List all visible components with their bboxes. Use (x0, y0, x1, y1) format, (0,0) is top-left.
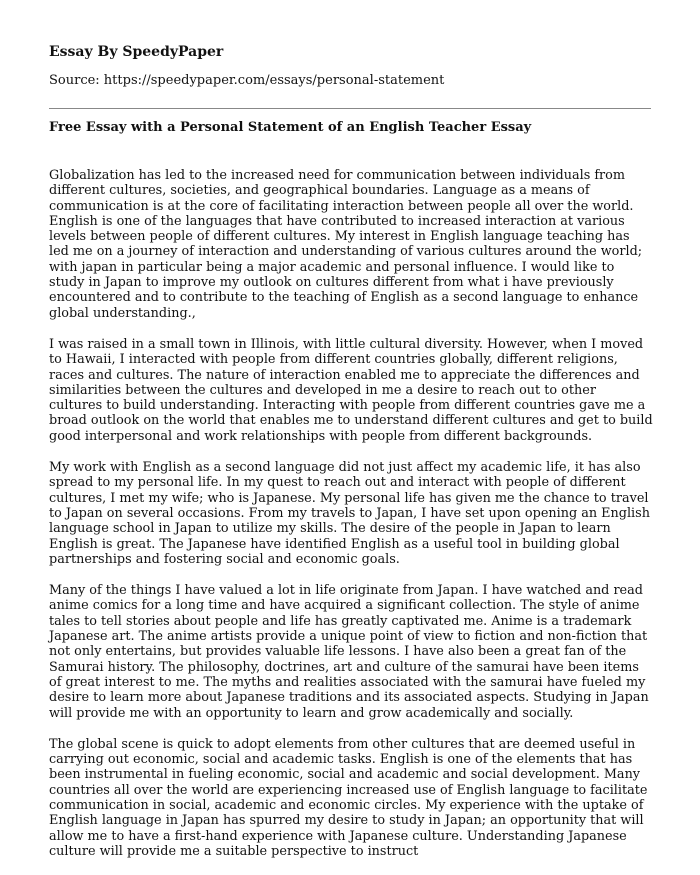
divider (49, 108, 651, 109)
paragraph: Many of the things I have valued a lot in life originate from Japan. I have watched and read anime comics for a long time and have acquired a significant collection. The style of anime tales to tell stories about people and life has greatly captivated me. Anime is a trademark Japanese art. The anime artists provide a unique point of view to fiction and non-fiction that not only entertains, but provides valuable life lessons. I have also been a great fan of the Samurai history. The philosophy, doctrines, art and culture of the samurai have been items of great interest to me. The myths and realities associated with the samurai have fueled my desire to learn more about Japanese traditions and its associated aspects. Studying in Japan will provide me with an opportunity to learn and grow academically and socially. (49, 583, 649, 721)
paragraph: My work with English as a second language did not just affect my academic life, it has also spread to my personal life. In my quest to reach out and interact with people of different cultures, I met my wife; who is Japanese. My personal life has given me the chance to travel to Japan on several occasions. From my travels to Japan, I have set upon opening an English language school in Japan to utilize my skills. The desire of the people in Japan to learn English is great. The Japanese have identified English as a useful tool in building global partnerships and fostering social and economic goals. (49, 460, 650, 567)
essay-title: Free Essay with a Personal Statement of an English Teacher Essay (49, 120, 532, 135)
source-line: Source: https://speedypaper.com/essays/personal-statement (49, 73, 445, 88)
site-title: Essay By SpeedyPaper (49, 44, 224, 60)
paragraph: Globalization has led to the increased need for communication between individuals from different cultures, societies, and geographical boundaries. Language as a means of communication is at the core of facilitating interaction between people all over the world. English is one of the languages that have contributed to increased interaction at various levels between people of different cultures. My interest in English language teaching has led me on a journey of interaction and understanding of various cultures around the world; with japan in particular being a major academic and personal influence. I would like to study in Japan to improve my outlook on cultures different from what i have previously encountered and to contribute to the teaching of English as a second language to enhance global understanding., (49, 168, 643, 321)
essay-body (49, 168, 653, 875)
paragraph: I was raised in a small town in Illinois, with little cultural diversity. However, when I moved to Hawaii, I interacted with people from different countries globally, different religions, races and cultures. The nature of interaction enabled me to appreciate the differences and similarities between the cultures and developed in me a desire to reach out to other cultures to build understanding. Interacting with people from different countries gave me a broad outlook on the world that enables me to understand different cultures and get to build good interpersonal and work relationships with people from different backgrounds. (49, 336, 653, 444)
paragraph: The global scene is quick to adopt elements from other cultures that are deemed useful in carrying out economic, social and academic tasks. English is one of the elements that has been instrumental in fueling economic, social and academic and social development. Many countries all over the world are experiencing increased use of English language to facilitate communication in social, academic and economic circles. My experience with the uptake of English language in Japan has spurred my desire to study in Japan; an opportunity that will allow me to have a first-hand experience with Japanese culture. Understanding Japanese culture will provide me a suitable perspective to instruct (49, 736, 648, 859)
